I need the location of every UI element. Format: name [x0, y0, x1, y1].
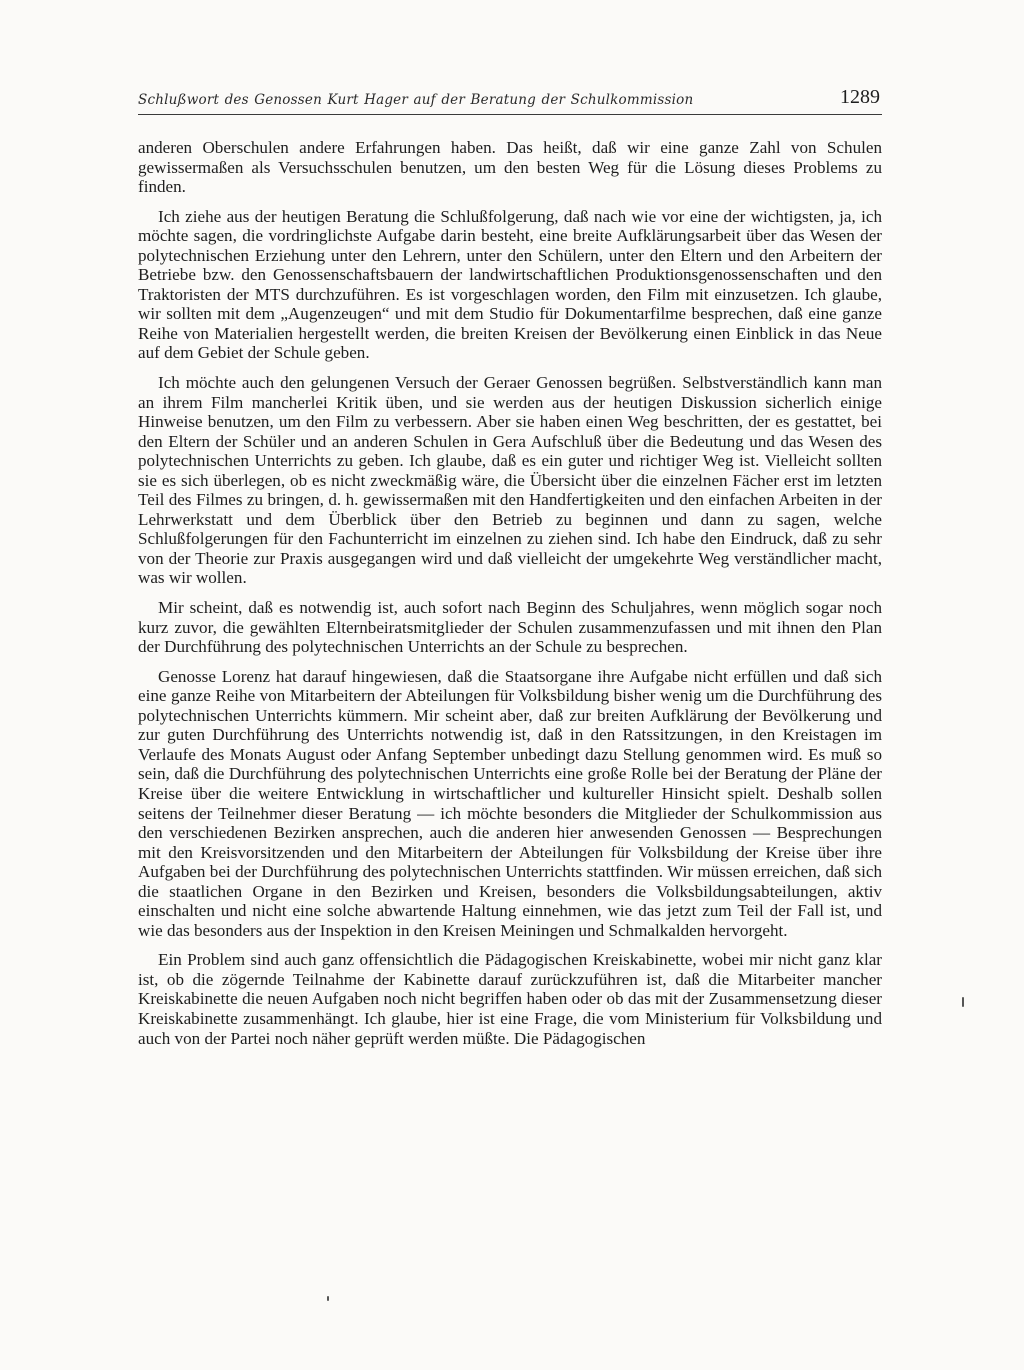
scan-speck — [962, 997, 964, 1007]
paragraph-4: Mir scheint, daß es notwendig ist, auch sofort nach Beginn des Schuljahres, wenn möglich sogar noch kurz zuvor, die gewählten Elternbeiratsmitglieder der Schulen zusammenzufassen und mit ihnen den Plan der Durchführung des polytechnischen Unterrichts an der Schule zu besprechen. — [138, 598, 882, 657]
running-header — [138, 88, 882, 115]
paragraph-6: Ein Problem sind auch ganz offensichtlich die Pädagogischen Kreiskabinette, wobei mir nicht ganz klar ist, ob die zögernde Teilnahme der Kabinette darauf zurückzuführen ist, daß die Mitarbeiter mancher Kreiskabinette die neuen Aufgaben noch nicht begriffen haben oder ob das mit der Zusammensetzung dieser Kreiskabinette zusammenhängt. Ich glaube, hier ist eine Frage, die vom Ministerium für Volksbildung und auch von der Partei noch näher geprüft werden müßte. Die Pädagogischen — [138, 950, 882, 1048]
scan-speck — [327, 1296, 329, 1301]
paragraph-2: Ich ziehe aus der heutigen Beratung die Schlußfolgerung, daß nach wie vor eine der wichtigsten, ja, ich möchte sagen, die vordringlichste Aufgabe darin besteht, eine breite Aufklärungsarbeit über das Wesen der polytechnischen Erziehung unter den Lehrern, unter den Schülern, unter den Eltern und den Arbeitern der Betriebe bzw. den Genossenschaftsbauern der landwirtschaftlichen Produktionsgenossenschaften und den Traktoristen der MTS durchzuführen. Es ist vorgeschlagen worden, den Film mit einzusetzen. Ich glaube, wir sollten mit dem „Augenzeugen“ und mit dem Studio für Dokumentarfilme besprechen, daß eine ganze Reihe von Materialien hergestellt werden, die breiten Kreisen der Bevölkerung einen Einblick in das Neue auf dem Gebiet der Schule geben. — [138, 206, 882, 363]
paragraph-1: anderen Oberschulen andere Erfahrungen haben. Das heißt, daß wir eine ganze Zahl von Schulen gewissermaßen als Versuchsschulen benutzen, um den besten Weg für die Lösung dieses Problems zu finden. — [138, 138, 882, 197]
paragraph-3: Ich möchte auch den gelungenen Versuch der Geraer Genossen begrüßen. Selbstverständlich kann man an ihrem Film mancherlei Kritik üben, und sie werden aus der heutigen Diskussion sicherlich einige Hinweise benutzen, um den Film zu verbessern. Aber sie haben einen Weg beschritten, der es gestattet, bei den Eltern der Schüler und an anderen Schulen in Gera Aufschluß über die Bedeutung und das Wesen des polytechnischen Unterrichts zu geben. Ich glaube, daß es ein guter und richtiger Weg ist. Vielleicht sollten sie es sich überlegen, ob es nicht zweckmäßig wäre, die Übersicht über die einzelnen Fächer erst im letzten Teil des Filmes zu bringen, d. h. gewissermaßen mit den Handfertigkeiten und den einfachen Arbeiten in der Lehrwerkstatt und dem Überblick über den Betrieb zu beginnen und dann zu sagen, welche Schlußfolgerungen für den Fachunterricht im einzelnen zu ziehen sind. Ich habe den Eindruck, daß zu sehr von der Theorie zur Praxis ausgegangen wird und daß vielleicht der umgekehrte Weg verständlicher macht, was wir wollen. — [138, 373, 882, 588]
body-text — [138, 138, 882, 1048]
page-number: 1289 — [840, 86, 880, 108]
running-title: Schlußwort des Genossen Kurt Hager auf der Beratung der Schulkommission — [138, 92, 694, 108]
paragraph-5: Genosse Lorenz hat darauf hingewiesen, daß die Staatsorgane ihre Aufgabe nicht erfüllen und daß sich eine ganze Reihe von Mitarbeitern der Abteilungen für Volksbildung bisher wenig um die Durchführung des polytechnischen Unterrichts kümmern. Mir scheint aber, daß zur breiten Aufklärung der Bevölkerung und zur guten Durchführung des Unterrichts notwendig ist, daß in den Ratssitzungen, in den Kreistagen im Verlaufe des Monats August oder Anfang September unbedingt dazu Stellung genommen wird. Es muß so sein, daß die Durchführung des polytechnischen Unterrichts eine große Rolle bei der Beratung der Pläne der Kreise über die weitere Entwicklung in wirtschaftlicher und kultureller Hinsicht spielt. Deshalb sollen seitens der Teilnehmer dieser Beratung — ich möchte besonders die Mitglieder der Schulkommission aus den verschiedenen Bezirken ansprechen, auch die anderen hier anwesenden Genossen — Besprechungen mit den Kreisvorsitzenden und den Mitarbeitern der Abteilungen für Volksbildung der Kreise über ihre Aufgaben bei der Durchführung des polytechnischen Unterrichts stattfinden. Wir müssen erreichen, daß sich die staatlichen Organe in den Bezirken und Kreisen, besonders die Volksbildungsabteilungen, aktiv einschalten und nicht eine solche abwartende Haltung einnehmen, wie das jetzt zum Teil der Fall ist, und wie das besonders aus der Inspektion in den Kreisen Meiningen und Schmalkalden hervorgeht. — [138, 666, 882, 940]
